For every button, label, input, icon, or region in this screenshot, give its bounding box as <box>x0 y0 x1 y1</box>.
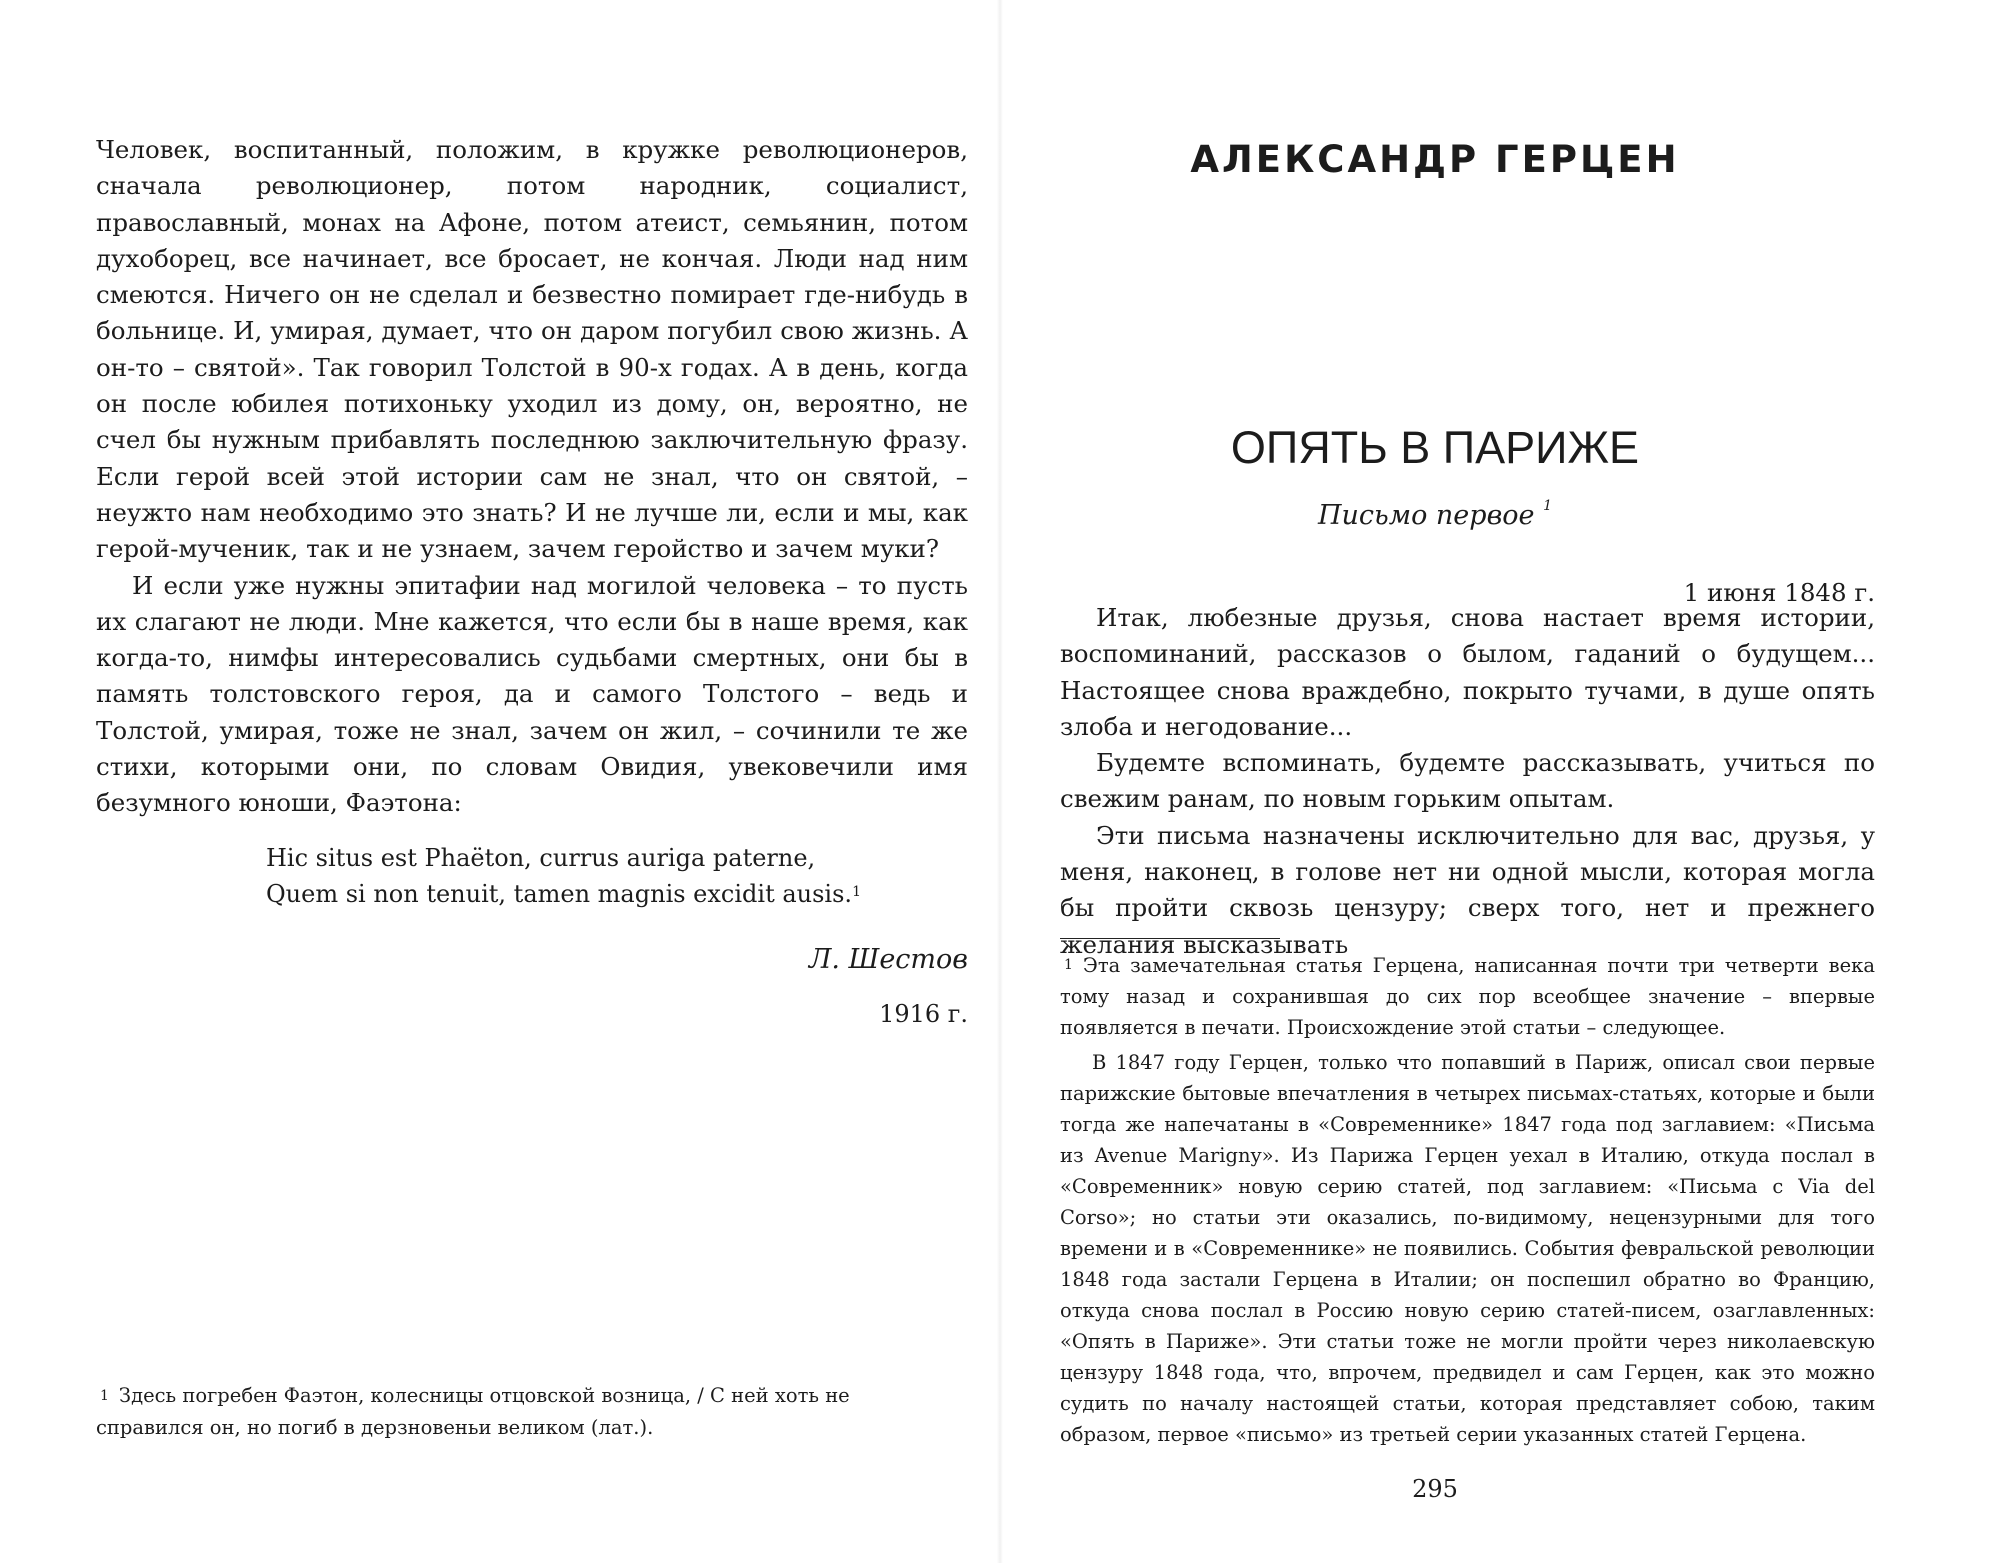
left-paragraph: И если уже нужны эпитафии над могилой человека – то пусть их слагают не люди. Мне кажется, что если бы в наше время, как когда-то, нимфы интересовались судьбами смертных, они бы в память толстовского героя, да и самого Толстого – ведь и Толстой, умирая, тоже не знал, зачем он жил, – сочинили те же стихи, которыми они, по словам Овидия, увековечили имя безумного юноши, Фаэтона: <box>96 570 968 818</box>
footnote-body: Здесь погребен Фаэтон, колесницы отцовской возница, / С ней хоть не справился он, но погиб в дерзновеньи великом (лат.). <box>96 1384 850 1439</box>
section-subtitle <box>1000 500 1870 531</box>
footnote-paragraph: В 1847 году Герцен, только что попавший в Париж, описал свои первые парижские бытовые впечатления в четырех письмах-статьях, которые и были тогда же напечатаны в «Современнике» 1847 года под заглавием: «Письма из Avenue Marigny». Из Парижа Герцен уехал в Италию, откуда послал в «Современник» новую серию статей, под заглавием: «Письма с Via del Corso»; но статьи эти оказались, по-видимому, нецензурными для того времени и в «Современнике» не появились. События февральской революции 1848 года застали Герцена в Италии; он поспешил обратно во Францию, откуда снова послал в Россию новую серию статей-писем, озаглавленных: «Опять в Париже». Эти статьи тоже не могли пройти через николаевскую цензуру 1848 года, что, впрочем, предвидел и сам Герцен, как это можно судить по началу настоящей статьи, которая представляет собою, таким образом, первое «письмо» из третьей серии указанных статей Герцена. <box>1060 1051 1875 1446</box>
section-title: ОПЯТЬ В ПАРИЖЕ <box>1230 422 1640 473</box>
footnote-mark: 1 <box>1543 498 1553 514</box>
footnote-rule <box>1060 938 1280 939</box>
right-paragraph: Будемте вспоминать, будемте рассказывать, учиться по свежим ранам, по новым горьким опытам. <box>1060 748 1875 814</box>
signature-name: Л. Шестов <box>808 944 968 975</box>
footnote-number: 1 <box>1064 957 1073 973</box>
right-page <box>1000 0 2000 1563</box>
verse-line: Hic situs est Phaëton, currus auriga paterne, <box>266 843 816 872</box>
left-paragraph: Человек, воспитанный, положим, в кружке революционеров, сначала революционер, потом народник, социалист, православный, монах на Афоне, потом атеист, семьянин, потом духоборец, все начинает, все бросает, не кончая. Люди над ним смеются. Ничего он не сделал и безвестно помирает где-нибудь в больнице. И, умирая, думает, что он даром погубил свою жизнь. А он-то – святой». Так говорил Толстой в 90-х годах. А в день, когда он после юбилея потихоньку уходил из дому, он, вероятно, не счел бы нужным прибавлять последнюю заключительную фразу. Если герой всей этой истории сам не знал, что он святой, – неужто нам необходимо это знать? И не лучше ли, если и мы, как герой-мученик, так и не узнаем, зачем геройство и зачем муки? <box>96 135 968 564</box>
latin-epitaph <box>266 840 968 912</box>
right-footnotes <box>1060 950 1875 1450</box>
right-paragraph: Итак, любезные друзья, снова настает время истории, воспоминаний, рассказов о былом, гаданий о будущем... Настоящее снова враждебно, покрыто тучами, в душе опять злоба и негодование... <box>1060 603 1875 741</box>
signature <box>809 940 968 1032</box>
left-footnote <box>96 1380 944 1444</box>
left-body-text <box>96 132 968 912</box>
verse-line <box>266 876 968 912</box>
footnote-body: Эта замечательная статья Герцена, написанная почти три четверти века тому назад и сохранившая до сих пор всеобщее значение – впервые появляется в печати. Происхождение этой статьи – следующее. <box>1060 954 1875 1039</box>
verse-line-text: Quem si non tenuit, tamen magnis excidit ausis. <box>266 879 853 908</box>
page-number: 295 <box>1412 1475 1458 1503</box>
signature-year: 1916 г. <box>879 1000 968 1028</box>
footnote-number: 1 <box>100 1388 109 1404</box>
right-body-text <box>1060 600 1875 963</box>
footnote-mark: 1 <box>852 883 861 900</box>
letter-date: 1 июня 1848 г. <box>1683 578 1875 607</box>
author-heading: АЛЕКСАНДР ГЕРЦЕН <box>1190 138 1680 181</box>
footnote-paragraph <box>1060 950 1875 1043</box>
footnote-text <box>96 1380 944 1444</box>
right-paragraph: Эти письма назначены исключительно для вас, друзья, у меня, наконец, в голове нет ни одной мысли, которая могла бы пройти сквозь цензуру; сверх того, нет и прежнего желания высказывать <box>1060 820 1875 959</box>
subtitle-text: Письмо первое <box>1317 500 1535 531</box>
